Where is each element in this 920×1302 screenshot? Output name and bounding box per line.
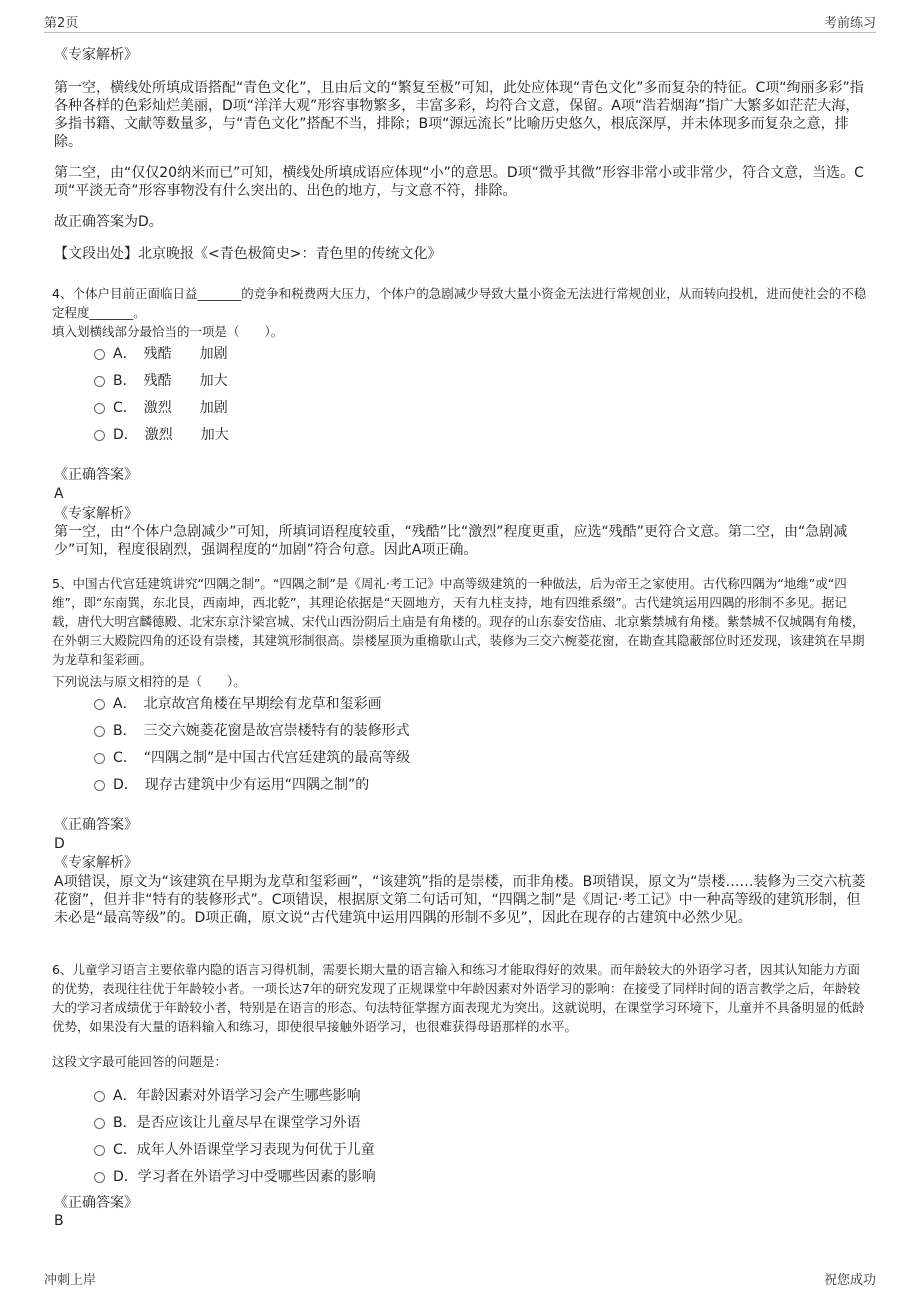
q5-option-d[interactable]: [94, 770, 410, 797]
footer-right: 祝您成功: [823, 1273, 876, 1288]
option-label: D．学习者在外语学习中受哪些因素的影响: [113, 1168, 376, 1185]
radio-icon[interactable]: [94, 403, 105, 414]
option-label: A．年龄因素对外语学习会产生哪些影响: [113, 1087, 361, 1104]
q6-option-a[interactable]: [94, 1081, 376, 1108]
q5-option-c[interactable]: [94, 743, 410, 770]
option-label: C． 激烈 加剧: [113, 399, 228, 416]
option-label: B． 残酷 加大: [113, 372, 228, 389]
q5-answer-title: 《正确答案》: [54, 817, 138, 833]
radio-icon[interactable]: [94, 376, 105, 387]
q5-answer: D: [54, 836, 65, 852]
q4-option-a[interactable]: [94, 339, 229, 366]
radio-icon[interactable]: [94, 726, 105, 737]
q4-analysis: 第一空，由“个体户急剧减少”可知，所填词语程度较重，“残酷”比“激烈”程度更重，应选“残酷”更符合文意。第二空，由“急剧减少”可知，程度很剧烈，强调程度的“加剧”符合句意。因此A项正确。: [54, 524, 848, 558]
radio-icon[interactable]: [94, 780, 105, 791]
q6-answer-title: 《正确答案》: [54, 1195, 138, 1211]
radio-icon[interactable]: [94, 1145, 105, 1156]
option-label: C．成年人外语课堂学习表现为何优于儿童: [113, 1141, 375, 1158]
option-label: D． 激烈 加大: [113, 426, 229, 443]
q5-option-a[interactable]: [94, 689, 410, 716]
option-label: B． 三交六婉菱花窗是故宫崇楼特有的装修形式: [113, 722, 410, 739]
q5-option-b[interactable]: [94, 716, 410, 743]
q4-option-c[interactable]: [94, 393, 229, 420]
radio-icon[interactable]: [94, 1118, 105, 1129]
q4-option-d[interactable]: [94, 420, 229, 447]
radio-icon[interactable]: [94, 699, 105, 710]
q3-conclusion: 故正确答案为D。: [54, 214, 163, 230]
option-label: A． 北京故宫角楼在早期绘有龙草和玺彩画: [113, 695, 382, 712]
q5-analysis: A项错误，原文为“该建筑在早期为龙草和玺彩画”，“该建筑”指的是崇楼，而非角楼。B项错误，原文为“崇楼……装修为三交六杭菱花窗”，但并非“特有的装修形式”。C项错误，根据原文第二句话可知，“四隅之制”是《周记·考工记》中一种高等级的建筑形制，但未必是“最高等级”的。D项正确，原文说“古代建筑中运用四隅的形制不多见”，因此在现存的古建筑中必然少见。: [54, 874, 866, 926]
q5-stem: 5、中国古代宫廷建筑讲究“四隅之制”。“四隅之制”是《周礼·考工记》中高等级建筑的一种做法，后为帝王之家使用。古代称四隅为“地维”或“四维”，即“东南巽，东北艮，西南坤，西北乾”，其理论依据是“天圆地方，天有九柱支持，地有四维系缀”。古代建筑运用四隅的形制不多见。据记载，唐代大明宫麟德殿、北宋东京汴梁宫城、宋代山西汾阴后土庙是有角楼的。现存的山东泰安岱庙、北京紫禁城有角楼。紫禁城不仅城隅有角楼，在外朝三大殿院四角的还设有崇楼，其建筑形制很高。崇楼屋顶为重檐歇山式，装修为三交六椀菱花窗，在勘查其隐蔽部位时还发现，该建筑在早期为龙草和玺彩画。: [52, 576, 865, 667]
radio-icon[interactable]: [94, 430, 105, 441]
q3-analysis-p1: 第一空，横线处所填成语搭配“青色文化”，且由后文的“繁复至极”可知，此处应体现“青色文化”多而复杂的特征。C项“绚丽多彩”指各种各样的色彩灿烂美丽，D项“洋洋大观”形容事物繁多，丰富多彩，均符合文意，保留。A项“浩若烟海”指广大繁多如茫茫大海，多指书籍、文献等数量多，与“青色文化”搭配不当，排除；B项“源远流长”比喻历史悠久，根底深厚，并未体现多而复杂之意，排除。: [54, 80, 864, 150]
option-label: C． “四隅之制”是中国古代宫廷建筑的最高等级: [113, 749, 411, 766]
option-label: D． 现存古建筑中少有运用“四隅之制”的: [113, 776, 370, 793]
option-label: B．是否应该让儿童尽早在课堂学习外语: [113, 1114, 361, 1131]
q6-prompt: 这段文字最可能回答的问题是：: [52, 1054, 228, 1069]
radio-icon[interactable]: [94, 1172, 105, 1183]
page-number: 第2页: [44, 16, 79, 31]
q5-options: [94, 689, 410, 797]
q6-answer: B: [54, 1213, 64, 1229]
q4-options: [94, 339, 229, 447]
footer-left: 冲刺上岸: [44, 1273, 97, 1288]
q3-source: 【文段出处】北京晚报《<青色极简史>：青色里的传统文化》: [54, 246, 442, 262]
q6-option-c[interactable]: [94, 1135, 376, 1162]
q4-analysis-title: 《专家解析》: [54, 506, 138, 522]
radio-icon[interactable]: [94, 349, 105, 360]
header-title: 考前练习: [823, 16, 876, 31]
q4-answer-title: 《正确答案》: [54, 467, 138, 483]
q4-answer: A: [54, 486, 64, 502]
q3-analysis-title: 《专家解析》: [54, 47, 138, 63]
q6-option-d[interactable]: [94, 1162, 376, 1189]
radio-icon[interactable]: [94, 753, 105, 764]
q3-analysis-p2: 第二空，由“仅仅20纳米而已”可知，横线处所填成语应体现“小”的意思。D项“微乎其微”形容非常小或非常少，符合文意，当选。C项“平淡无奇”形容事物没有什么突出的、出色的地方，与文意不符，排除。: [54, 165, 864, 199]
q4-option-b[interactable]: [94, 366, 229, 393]
option-label: A． 残酷 加剧: [113, 345, 228, 362]
page-header: [44, 10, 876, 33]
q6-option-b[interactable]: [94, 1108, 376, 1135]
radio-icon[interactable]: [94, 1091, 105, 1102]
q5-analysis-title: 《专家解析》: [54, 855, 138, 871]
q4-stem: 4、个体户目前正面临日益_______的竞争和税费两大压力，个体户的急剧减少导致大量小资金无法进行常规创业，从而转向投机，进而使社会的不稳定程度_______。: [52, 286, 867, 320]
q5-prompt: 下列说法与原文相符的是（ ）。: [52, 674, 246, 689]
q4-prompt: 填入划横线部分最恰当的一项是（ ）。: [52, 324, 284, 339]
q6-stem: 6、儿童学习语言主要依靠内隐的语言习得机制，需要长期大量的语言输入和练习才能取得好的效果。而年龄较大的外语学习者，因其认知能力方面的优势，表现往往优于年龄较小者。一项长达7年的研究发现了正规课堂中年龄因素对外语学习的影响：在接受了同样时间的语言教学之后，年龄较大的学习者成绩优于年龄较小者，特别是在语言的形态、句法特征掌握方面表现尤为突出。这就说明，在课堂学习环境下，儿童并不具备明显的低龄优势，如果没有大量的语料输入和练习，即使很早接触外语学习，也很难获得母语那样的水平。: [52, 962, 865, 1034]
q6-options: [94, 1081, 376, 1189]
